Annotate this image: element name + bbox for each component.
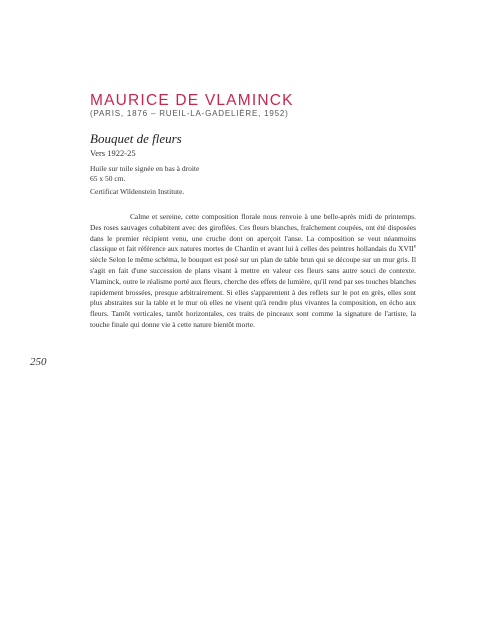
- page-number: 250: [30, 356, 47, 368]
- description-part-2: siècle Selon le même schéma, le bouquet est posé sur un plan de table brun qui se découpe sur un mur gris. Il s'agit en fait d'une succession de plans visant à mettre en valeur ces fleurs sans autre souci de contexte. Vlaminck, outre le réalisme porté aux fleurs, cherche des effets de lumière, qu'il rend par ses touches blanches rapidement brossées, presque arbitrairement. Si elles s'apparentent à des reflets sur le pot en grès, elles sont plus abstraites sur la table et le mur où elles ne visent qu'à rendre plus vivantes la composition, en écho aux fleurs. Tantôt verticales, tantôt horizontales, ces traits de pinceaux sont comme la signature de l'artiste, la touche finale qui donne vie à cette nature bientôt morte.: [90, 255, 416, 329]
- artwork-medium: Huile sur toile signée en bas à droite: [90, 164, 200, 173]
- artwork-title: Bouquet de fleurs: [90, 131, 182, 146]
- description-part-1: Calme et sereine, cette composition florale nous renvoie à une belle-après midi de printemps. Des roses sauvages cohabitent avec des giroflées. Ces fleurs blanches, fraîchement coupées, ont été disposées dans le premier récipient venu, une cruche dont on aperçoit l'anse. La composition se veut néanmoins classique et fait référence aux natures mortes de Chardin et avant lui à celles des peintres hollandais du XVII: [90, 212, 416, 254]
- century-superscript: e: [413, 244, 416, 250]
- artwork-details: [90, 164, 199, 184]
- artwork-date: Vers 1922-25: [90, 148, 136, 158]
- artwork-certificate: Certificat Wildenstein Institute.: [90, 187, 185, 196]
- artwork-dimensions: 65 x 50 cm.: [90, 174, 126, 183]
- artist-dates: (PARIS, 1876 – RUEIL-LA-GADELIÈRE, 1952): [90, 109, 289, 118]
- artwork-description: [90, 212, 416, 331]
- artist-name: MAURICE DE VLAMINCK: [90, 92, 294, 109]
